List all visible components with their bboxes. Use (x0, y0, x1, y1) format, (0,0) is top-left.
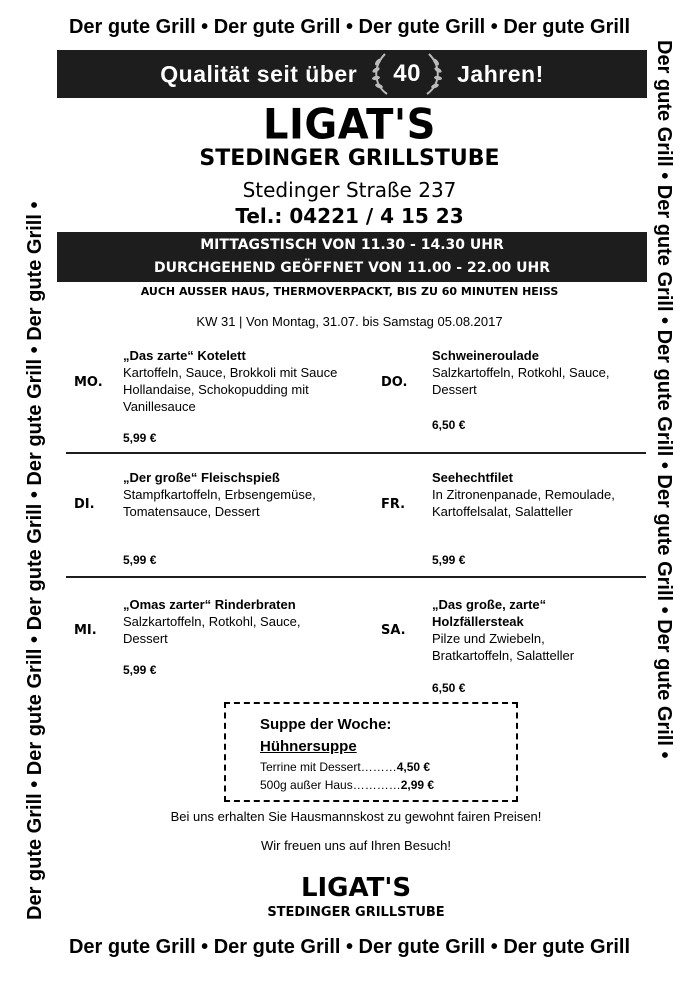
quality-banner (57, 50, 647, 98)
menu-item-do (432, 347, 642, 398)
menu-item-mo (123, 347, 338, 415)
row-divider (66, 576, 646, 578)
row-divider (66, 452, 646, 454)
dish-title: „Das große, zarte“ Holzfällersteak (432, 597, 547, 629)
day-label-mo: MO. (74, 375, 103, 390)
dish-description: Salzkartoffeln, Rotkohl, Sauce, Dessert (123, 614, 301, 646)
quality-text-before: Qualität seit über (160, 60, 358, 87)
day-label-mi: MI. (74, 623, 97, 638)
address: Stedinger Straße 237 (242, 178, 457, 202)
lunch-hours: MITTAGSTISCH VON 11.30 - 14.30 UHR (200, 237, 504, 253)
menu-item-sa (432, 596, 602, 664)
price-di: 5,99 € (123, 553, 157, 567)
brand-logo-subtitle: STEDINGER GRILLSTUBE (199, 146, 500, 171)
dish-description: In Zitronenpanade, Remoulade, Kartoffelsalat, Salatteller (432, 487, 615, 519)
dish-description: Pilze und Zwiebeln, Bratkartoffeln, Salatteller (432, 631, 575, 663)
dish-title: Seehechtfilet (432, 470, 513, 485)
opening-hours: DURCHGEHEND GEÖFFNET VON 11.00 - 22.00 UHR (153, 260, 551, 276)
soup-option-label: 500g außer Haus………… (260, 778, 401, 792)
welcome-note: Wir freuen uns auf Ihren Besuch! (260, 838, 452, 853)
takeaway-note: AUCH AUSSER HAUS, THERMOVERPACKT, BIS ZU 60 MINUTEN HEISS (140, 285, 559, 298)
soup-name: Hühnersuppe (260, 738, 357, 755)
soup-option-label: Terrine mit Dessert……… (260, 760, 397, 774)
footer-logo-subtitle: STEDINGER GRILLSTUBE (267, 905, 445, 920)
phone-number: Tel.: 04221 / 4 15 23 (235, 204, 464, 228)
dish-description: Kartoffeln, Sauce, Brokkoli mit Sauce Hollandaise, Schokopudding mit Vanillesauce (123, 365, 338, 414)
soup-option-takeaway (260, 778, 500, 792)
border-slogan-left: Der gute Grill • Der gute Grill • Der gute Grill • Der gute Grill • Der gute Grill • (24, 201, 46, 920)
week-range: KW 31 | Von Montag, 31.07. bis Samstag 05.08.2017 (196, 314, 503, 329)
day-label-di: DI. (74, 497, 95, 512)
soup-heading: Suppe der Woche: (260, 716, 392, 733)
anniversary-badge (365, 50, 449, 98)
day-label-sa: SA. (381, 623, 406, 638)
border-slogan-top: Der gute Grill • Der gute Grill • Der gute Grill • Der gute Grill (68, 16, 631, 38)
brand-logo-name: LIGAT'S (263, 100, 436, 150)
footer-logo-name: LIGAT'S (300, 873, 412, 903)
dish-description: Stampfkartoffeln, Erbsengemüse, Tomatensauce, Dessert (123, 487, 316, 519)
price-sa: 6,50 € (432, 681, 466, 695)
border-slogan-bottom: Der gute Grill • Der gute Grill • Der gute Grill • Der gute Grill (68, 936, 631, 958)
menu-item-di (123, 469, 353, 520)
price-fr: 5,99 € (432, 553, 466, 567)
soup-of-the-week-box (224, 702, 518, 802)
closing-note: Bei uns erhalten Sie Hausmannskost zu gewohnt fairen Preisen! (170, 809, 542, 824)
dish-title: „Der große“ Fleischspieß (123, 470, 280, 485)
soup-option-price: 4,50 € (396, 760, 431, 774)
price-mi: 5,99 € (123, 663, 157, 677)
dish-description: Salzkartoffeln, Rotkohl, Sauce, Dessert (432, 365, 610, 397)
soup-option-price: 2,99 € (400, 778, 435, 792)
menu-item-mi (123, 596, 338, 647)
dish-title: „Omas zarter“ Rinderbraten (123, 597, 296, 612)
day-label-fr: FR. (381, 497, 406, 512)
anniversary-years: 40 (393, 60, 421, 87)
menu-item-fr (432, 469, 617, 520)
quality-text-after: Jahren! (457, 60, 544, 87)
soup-option-terrine (260, 760, 500, 774)
price-mo: 5,99 € (123, 431, 157, 445)
dish-title: Schweineroulade (432, 348, 539, 363)
dish-title: „Das zarte“ Kotelett (123, 348, 246, 363)
border-slogan-right: Der gute Grill • Der gute Grill • Der gute Grill • Der gute Grill • Der gute Grill • (653, 40, 675, 759)
day-label-do: DO. (381, 375, 408, 390)
opening-hours-banner (57, 232, 647, 282)
price-do: 6,50 € (432, 418, 466, 432)
